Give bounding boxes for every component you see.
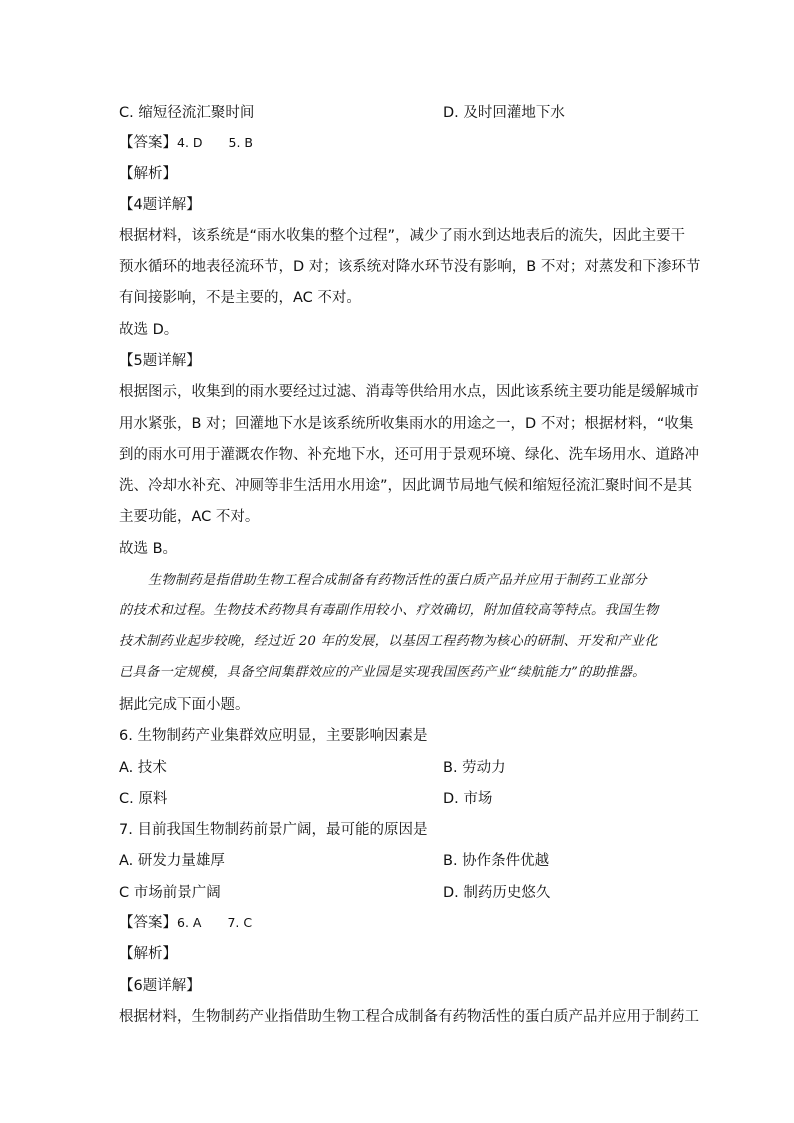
q7-option-a: A. 研发力量雄厚	[119, 853, 225, 869]
q5-text-line: 到的雨水可用于灌溉农作物、补充地下水，还可用于景观环境、绿化、洗车场用水、道路冲	[119, 447, 699, 463]
answer-label: 【答案】	[119, 135, 177, 151]
q5-text-line: 主要功能，AC 不对。	[119, 509, 260, 525]
q6-option-a: A. 技术	[119, 760, 167, 776]
passage-line: 的技术和过程。生物技术药物具有毒副作用较小、疗效确切，附加值较高等特点。我国生物	[119, 603, 659, 618]
q5-text-line: 根据图示，收集到的雨水要经过过滤、消毒等供给用水点，因此该系统主要功能是缓解城市	[119, 384, 699, 400]
q7-option-d: D. 制药历史悠久	[443, 885, 551, 901]
q5-text-line: 用水紧张，B 对；回灌地下水是该系统所收集雨水的用途之一，D 不对；根据材料，“收集	[119, 416, 694, 432]
option-c-q5: C. 缩短径流汇聚时间	[119, 105, 255, 121]
passage-line: 已具备一定规模，具备空间集群效应的产业园是实现我国医药产业“续航能力”的助推器。	[119, 665, 646, 680]
q6-stem: 6. 生物制药产业集群效应明显，主要影响因素是	[119, 728, 428, 744]
q5-text-line: 洗、冷却水补充、冲厕等非生活用水用途”，因此调节局地气候和缩短径流汇聚时间不是其	[119, 478, 693, 494]
q4-detail-label: 【4题详解】	[119, 197, 201, 213]
q7-option-c: C 市场前景广阔	[119, 885, 221, 901]
q5-detail-label: 【5题详解】	[119, 353, 201, 369]
q6-option-b: B. 劳动力	[443, 760, 506, 776]
q7-stem: 7. 目前我国生物制药前景广阔，最可能的原因是	[119, 822, 428, 838]
answer-label: 【答案】	[119, 915, 177, 931]
passage-instruction: 据此完成下面小题。	[119, 697, 250, 713]
q4-text-line: 有间接影响，不是主要的，AC 不对。	[119, 290, 361, 306]
answer-row-4-5	[119, 133, 253, 153]
answer-5: 5. B	[228, 135, 254, 150]
q6-detail-label: 【6题详解】	[119, 978, 201, 994]
option-d-q5: D. 及时回灌地下水	[443, 105, 565, 121]
q5-conclusion: 故选 B。	[119, 541, 178, 557]
analysis-label: 【解析】	[119, 946, 177, 962]
q7-option-b: B. 协作条件优越	[443, 853, 550, 869]
answer-4: 4. D	[177, 135, 203, 150]
answer-7: 7. C	[227, 915, 253, 930]
answer-6: 6. A	[177, 915, 202, 930]
q6-option-c: C. 原料	[119, 791, 168, 807]
passage-line: 技术制药业起步较晚，经过近 20 年的发展，以基因工程药物为核心的研制、开发和产业化	[119, 634, 658, 649]
passage-line: 生物制药是指借助生物工程合成制备有药物活性的蛋白质产品并应用于制药工业部分	[148, 573, 648, 588]
q6-text-line: 根据材料，生物制药产业指借助生物工程合成制备有药物活性的蛋白质产品并应用于制药工	[119, 1009, 699, 1025]
q6-option-d: D. 市场	[443, 791, 493, 807]
q4-text-line: 根据材料，该系统是“雨水收集的整个过程”，减少了雨水到达地表后的流失，因此主要干	[119, 228, 686, 244]
answer-row-6-7	[119, 913, 252, 933]
analysis-label: 【解析】	[119, 166, 177, 182]
q4-text-line: 预水循环的地表径流环节，D 对；该系统对降水环节没有影响，B 不对；对蒸发和下渗环节	[119, 259, 701, 275]
q4-conclusion: 故选 D。	[119, 322, 179, 338]
